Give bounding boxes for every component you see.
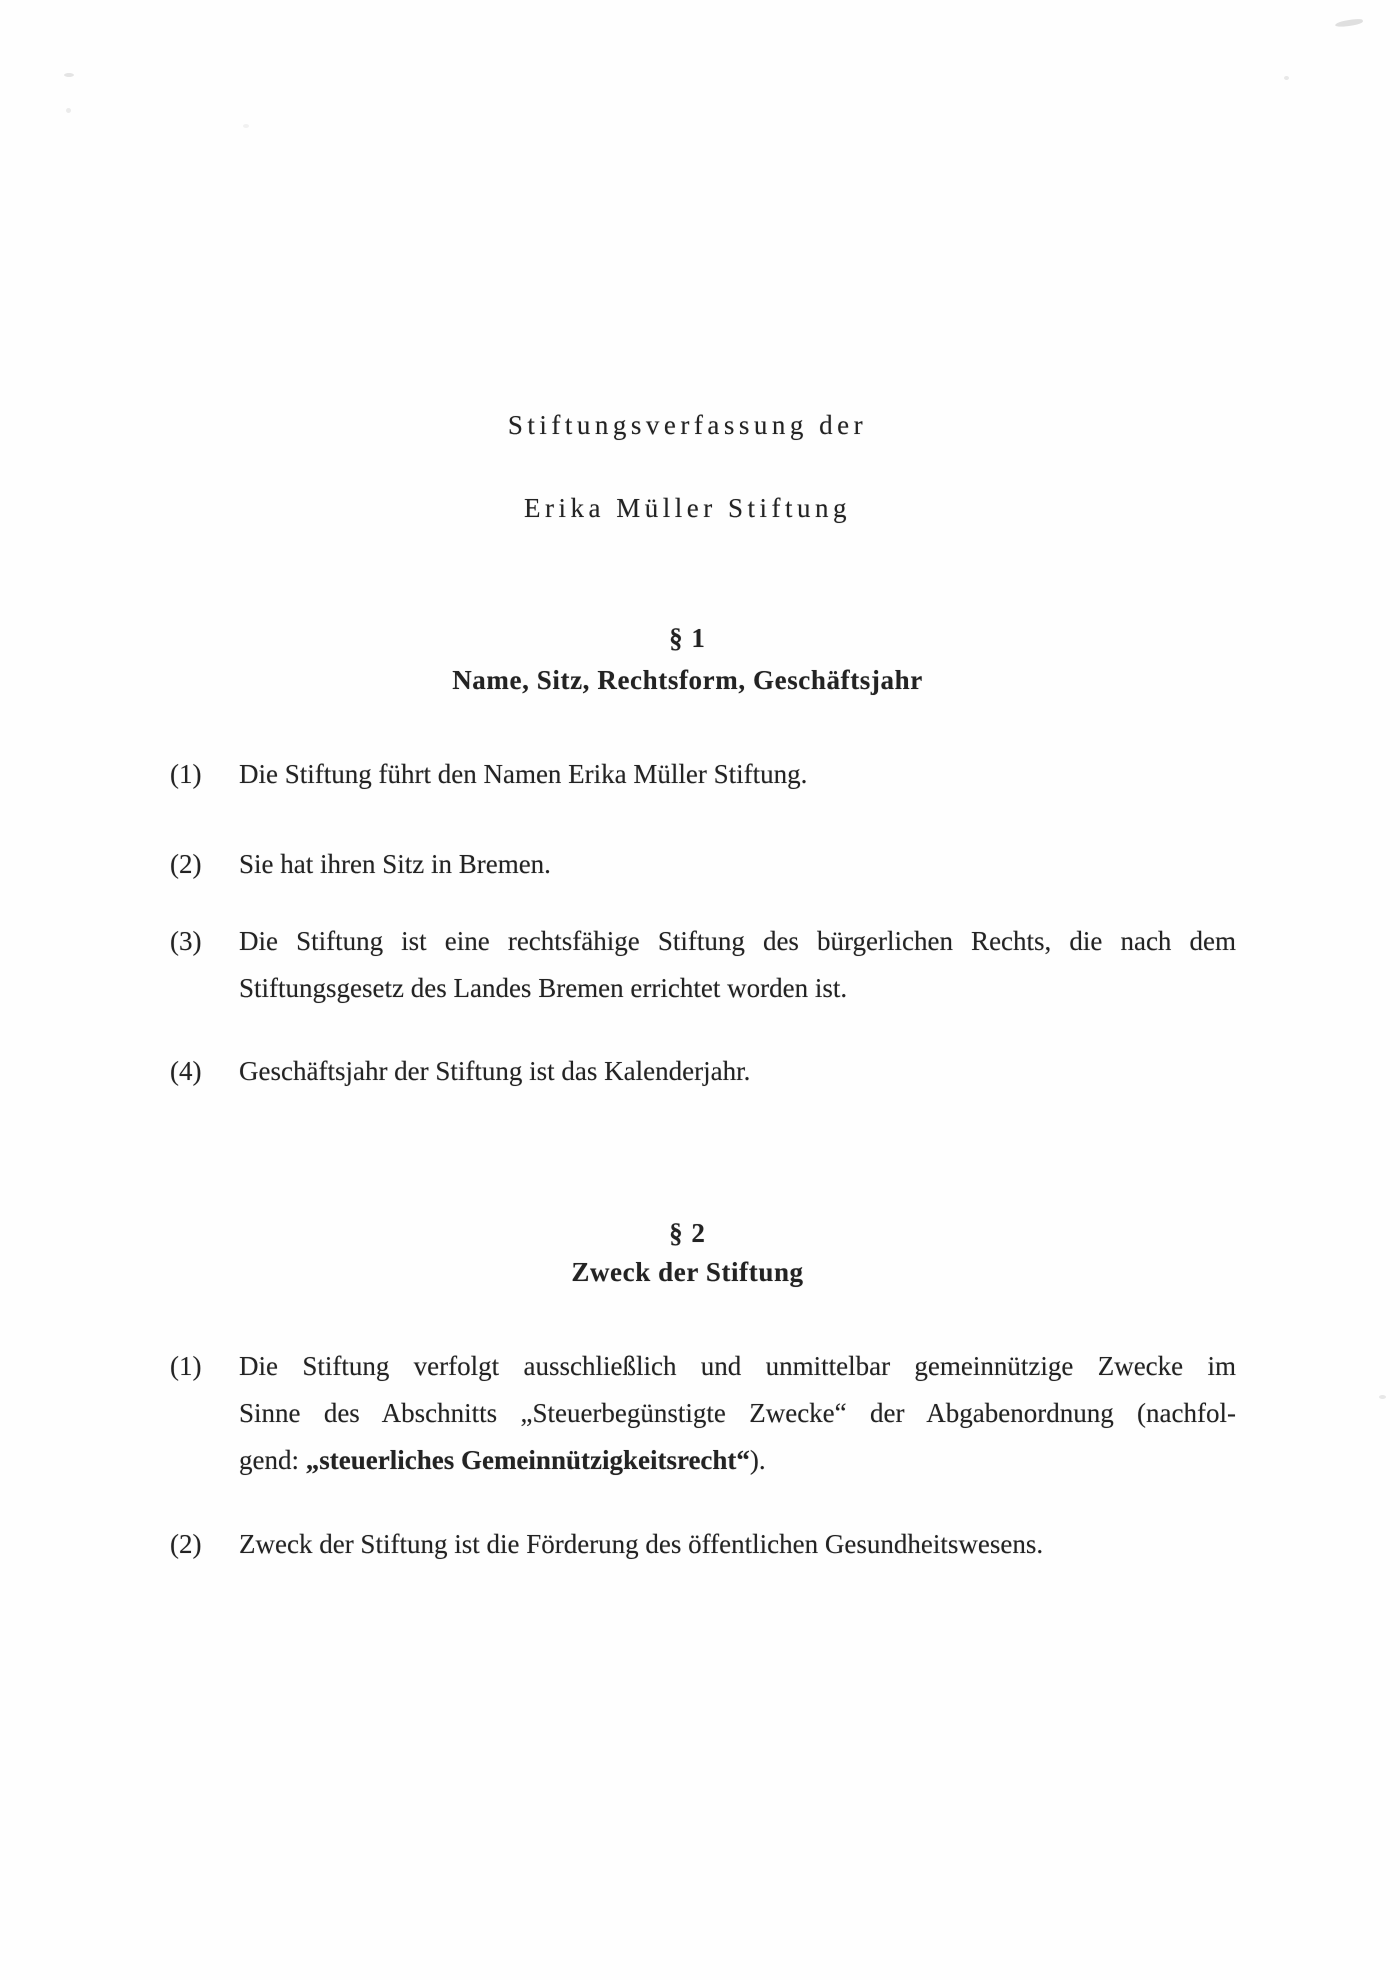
text-segment: ). [749,1445,766,1475]
clause-number: (1) [170,1351,202,1381]
document-title-line1: Stiftungsverfassung der [507,410,868,440]
scan-artifact [64,73,74,77]
text-line: Zweck der Stiftung ist die Förderung des öffentlichen Gesundheitswesens. [239,1529,1044,1559]
clause-number: (4) [170,1056,202,1086]
scan-artifact [1335,18,1364,28]
clause-row [170,918,1236,1012]
clause-row [170,1048,1236,1095]
text-line: Sinne des Abschnitts „Steuerbegünstigte Zwecke“ der Abgabenordnung (nachfol- [239,1398,1236,1428]
scan-artifact [1379,1395,1386,1399]
text-line [239,1437,1236,1484]
text-segment: gend: [239,1445,306,1475]
clause-row [170,841,1236,888]
clause-number: (3) [170,926,202,956]
scan-artifact [66,108,71,113]
section-2-marker: § 2 [669,1218,706,1248]
section-1-marker: § 1 [669,623,706,653]
clause-row [170,1521,1236,1568]
scan-artifact [1284,76,1289,80]
clause-text [239,751,1236,798]
clause-text [239,1521,1236,1568]
clause-text [239,918,1236,1012]
clause-text [239,841,1236,888]
clause-row [170,751,1236,798]
clause-number: (1) [170,759,202,789]
scan-artifact [243,124,249,128]
section-1-heading: Name, Sitz, Rechtsform, Geschäftsjahr [452,665,923,695]
clause-number: (2) [170,1529,202,1559]
clause-row [170,1343,1236,1484]
text-line: Die Stiftung ist eine rechtsfähige Stiftung des bürgerlichen Rechts, die nach dem [239,926,1236,956]
clause-text [239,1343,1236,1484]
text-line: Sie hat ihren Sitz in Bremen. [239,849,551,879]
clause-text [239,1048,1236,1095]
clause-number: (2) [170,849,202,879]
bold-text-segment: „steuerliches Gemeinnützigkeitsrecht“ [305,1445,750,1475]
section-2-heading: Zweck der Stiftung [571,1257,804,1287]
text-line: Die Stiftung verfolgt ausschließlich und unmittelbar gemeinnützige Zwecke im [239,1351,1236,1381]
text-line: Die Stiftung führt den Namen Erika Müller Stiftung. [239,759,808,789]
text-line: Stiftungsgesetz des Landes Bremen errichtet worden ist. [239,973,848,1003]
document-title-line2: Erika Müller Stiftung [524,493,851,523]
text-line: Geschäftsjahr der Stiftung ist das Kalenderjahr. [239,1056,751,1086]
